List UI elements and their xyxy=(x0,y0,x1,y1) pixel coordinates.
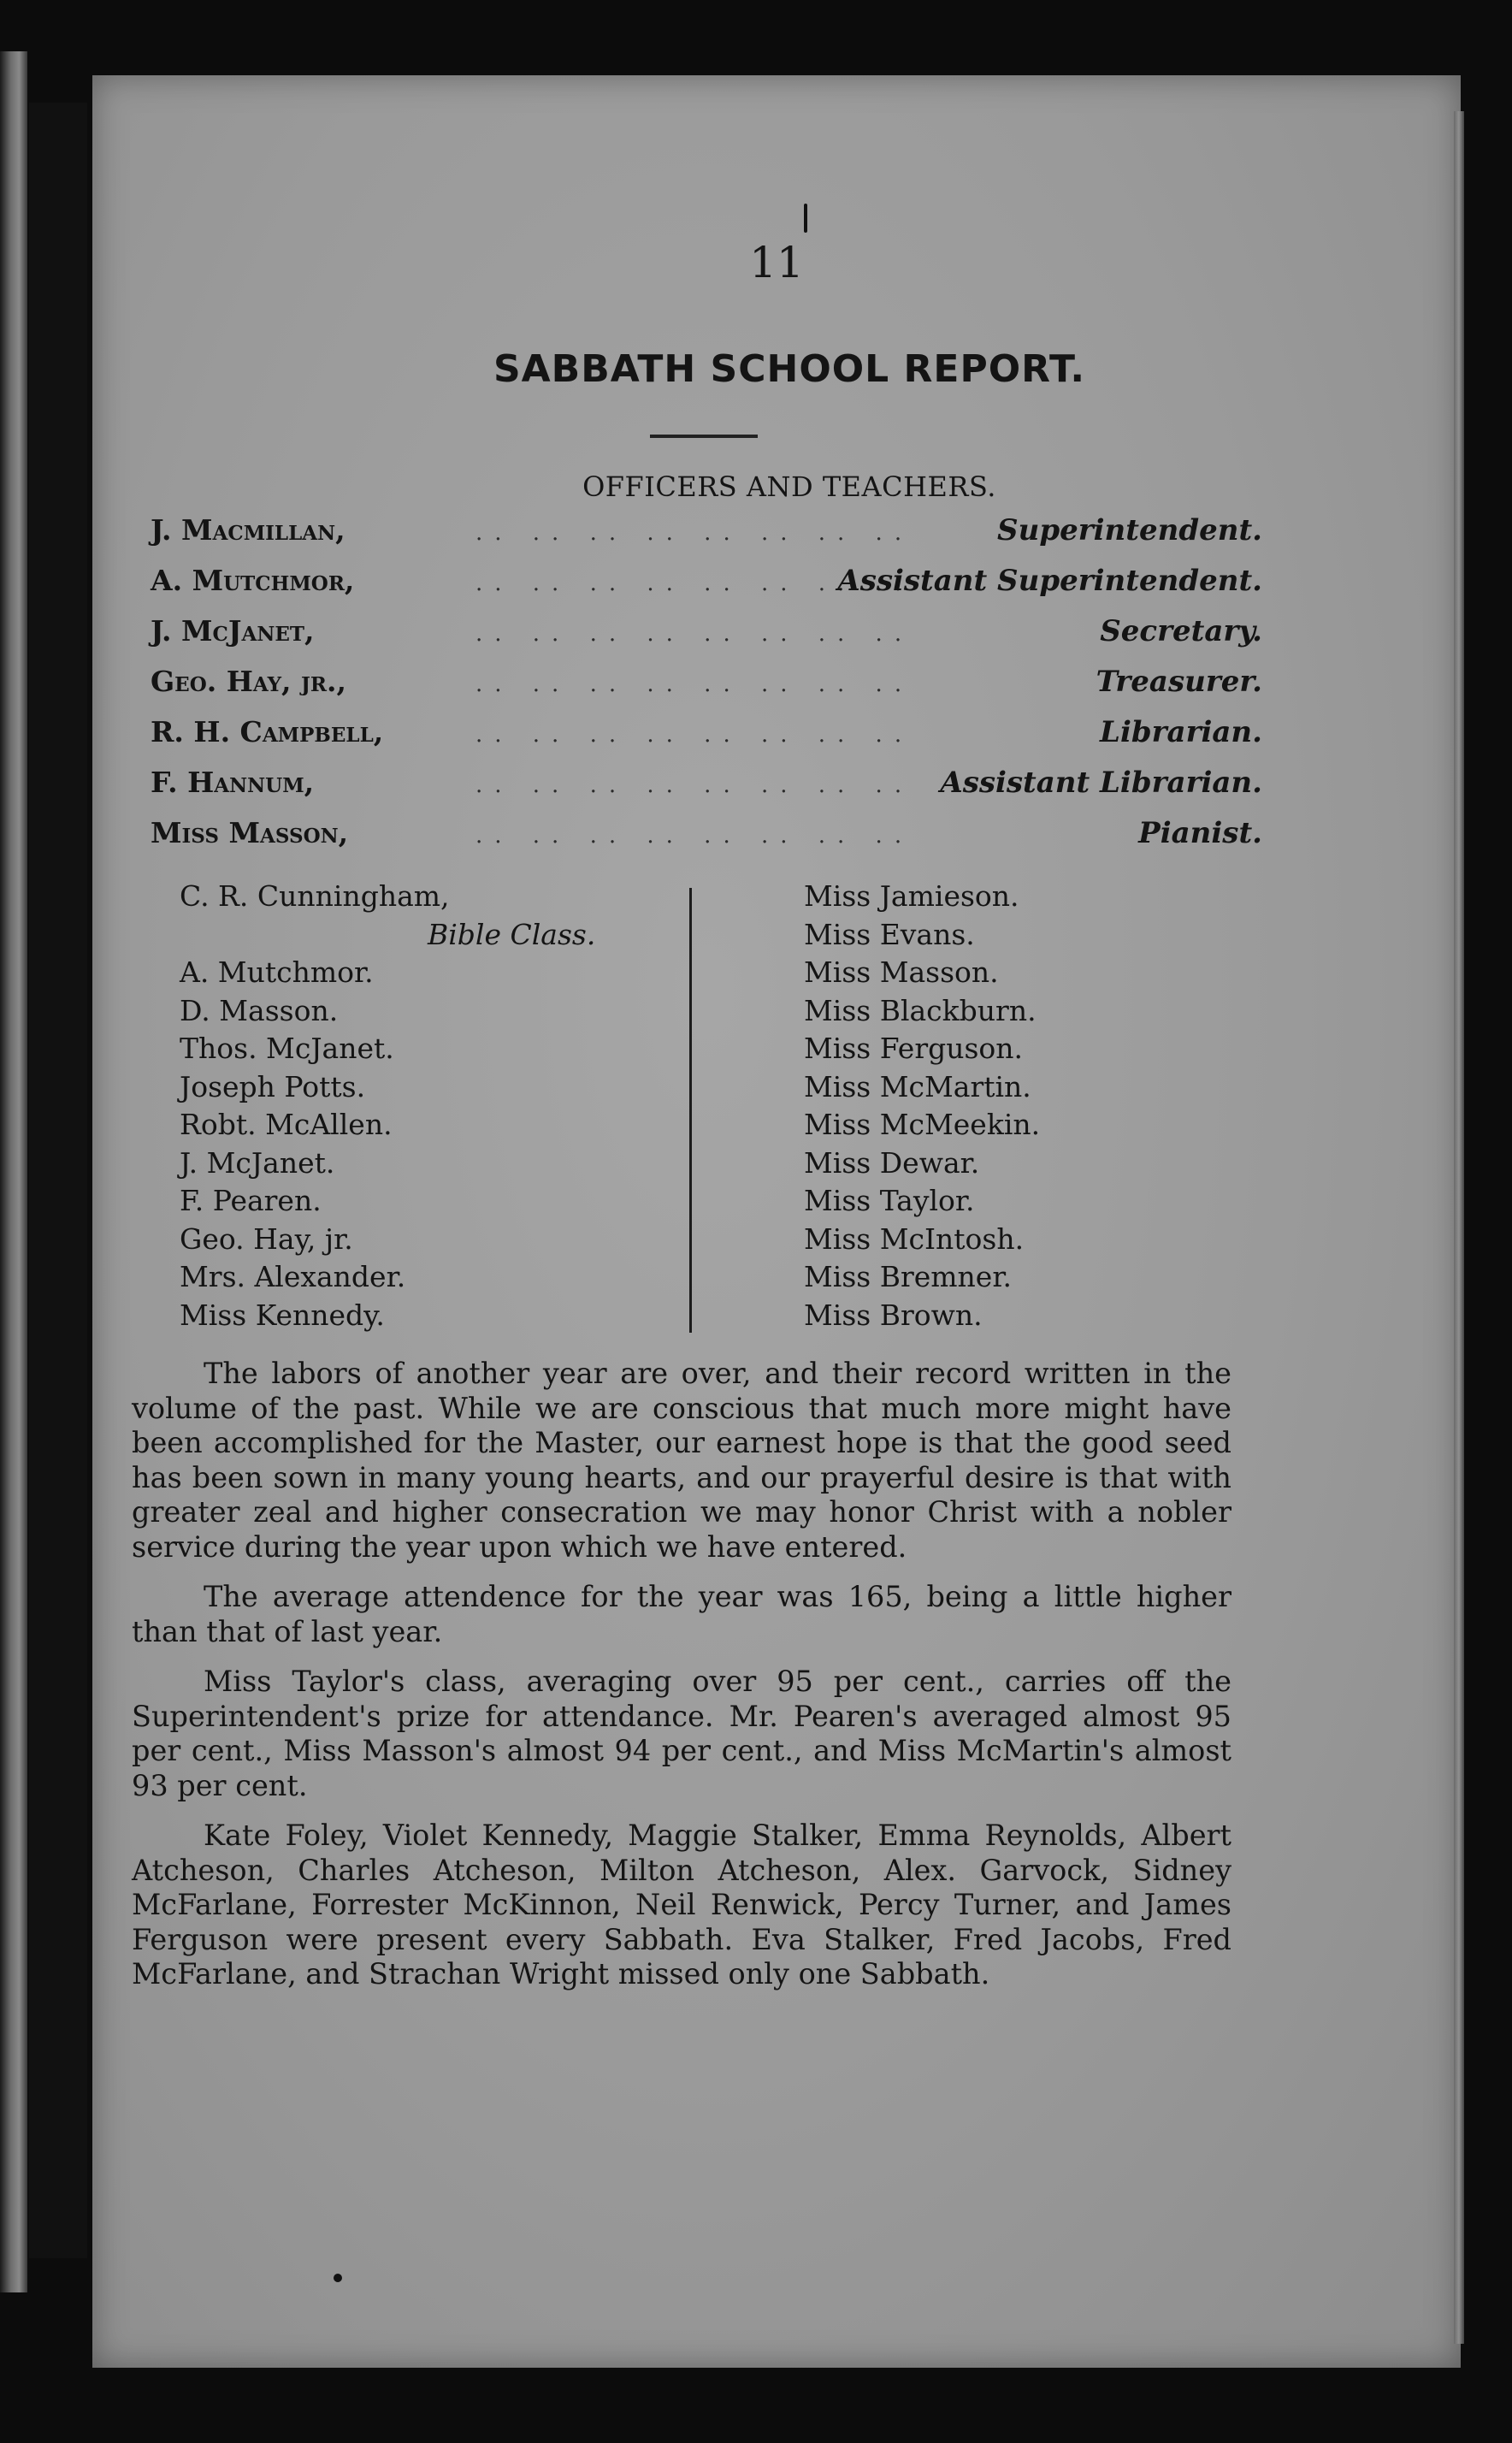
officer-row xyxy=(151,816,1262,867)
officer-row xyxy=(151,766,1262,816)
page-fore-edge xyxy=(1454,111,1464,2344)
report-body xyxy=(132,1357,1231,2008)
teacher-class-note: Bible Class. xyxy=(428,917,596,951)
officer-role: Librarian. xyxy=(1100,715,1262,749)
officer-role: Treasurer. xyxy=(1096,665,1262,699)
officer-name: F. Hannum, xyxy=(151,766,315,799)
officer-role: Assistant Superintendent. xyxy=(837,564,1262,598)
officer-name: Miss Masson, xyxy=(151,816,349,849)
adjacent-page-edge xyxy=(0,51,27,2292)
officer-name: J. McJanet, xyxy=(151,614,315,648)
report-paragraph: The average attendence for the year was 165, being a little higher than that of last year. xyxy=(132,1580,1231,1648)
teacher-name: F. Pearen. xyxy=(180,1184,322,1217)
teacher-name: Thos. McJanet. xyxy=(180,1032,394,1065)
dot-leader: .. .. .. .. .. .. .. .. xyxy=(475,621,914,647)
teacher-name: Geo. Hay, jr. xyxy=(180,1222,353,1256)
teacher-name: Miss Taylor. xyxy=(804,1184,975,1217)
officer-name: Geo. Hay, jr., xyxy=(151,665,346,698)
teacher-name: Miss Dewar. xyxy=(804,1145,980,1180)
teacher-name: Miss Jamieson. xyxy=(804,879,1019,913)
officer-role: Superintendent. xyxy=(997,513,1262,547)
officer-role: Pianist. xyxy=(1138,816,1262,850)
officer-role: Secretary. xyxy=(1100,614,1262,648)
dot-leader: .. .. .. .. .. .. .. .. xyxy=(475,823,914,849)
officer-name: J. Macmillan, xyxy=(151,513,346,547)
ink-speck xyxy=(334,2274,342,2282)
dot-leader: .. .. .. .. .. .. .. .. xyxy=(475,671,914,697)
teacher-name: A. Mutchmor. xyxy=(180,955,374,989)
teacher-name: Mrs. Alexander. xyxy=(180,1260,406,1293)
report-paragraph: The labors of another year are over, and their record written in the volume of the past. While we are conscious that much more might have been accomplished for the Master, our earnest hope is that the good seed has been sown in many young hearts, and our prayerful desire is that with greater zeal and higher consecration we may honor Christ with a nobler service during the year upon which we have entered. xyxy=(132,1357,1231,1564)
teacher-name: Miss Brown. xyxy=(804,1298,983,1332)
teachers-left-column xyxy=(180,878,650,1334)
page-title: SABBATH SCHOOL REPORT. xyxy=(493,347,1086,391)
teacher-name: C. R. Cunningham, xyxy=(180,879,450,913)
officer-row xyxy=(151,665,1262,715)
report-paragraph: Miss Taylor's class, averaging over 95 per cent., carries off the Superintendent's prize for attendance. Mr. Pearen's averaged almost 95 per cent., Miss Masson's almost 94 per cent., and Miss McMartin's almost 93 per cent. xyxy=(132,1665,1231,1802)
officer-row xyxy=(151,614,1262,665)
teacher-name: D. Masson. xyxy=(180,993,339,1027)
dot-leader: .. .. .. .. .. .. .. .. xyxy=(475,722,914,748)
scratch-mark xyxy=(804,204,807,233)
teacher-name: Robt. McAllen. xyxy=(180,1108,393,1141)
teacher-name: Miss McMartin. xyxy=(804,1069,1031,1103)
officer-row xyxy=(151,715,1262,766)
officer-name: R. H. Campbell, xyxy=(151,715,384,748)
teacher-name: Miss Blackburn. xyxy=(804,993,1037,1027)
teacher-name: Joseph Potts. xyxy=(180,1069,366,1103)
teacher-name: Miss Masson. xyxy=(804,955,999,989)
officer-role: Assistant Librarian. xyxy=(940,766,1262,800)
book-page xyxy=(92,75,1461,2368)
teacher-name: Miss Evans. xyxy=(804,917,975,951)
officer-row xyxy=(151,564,1262,614)
binding-shadow xyxy=(29,103,87,2258)
page-number: 11 xyxy=(749,238,804,287)
title-rule xyxy=(650,435,758,438)
teacher-name: Miss McIntosh. xyxy=(804,1222,1025,1256)
teacher-name: Miss Bremner. xyxy=(804,1260,1012,1293)
dot-leader: .. .. .. .. .. .. .. .. xyxy=(475,571,914,596)
report-paragraph: Kate Foley, Violet Kennedy, Maggie Stalker, Emma Reynolds, Albert Atcheson, Charles Atcheson, Milton Atcheson, Alex. Garvock, Sidney McFarlane, Forrester McKinnon, Neil Renwick, Percy Turner, and James Ferguson were present every Sabbath. Eva Stalker, Fred Jacobs, Fred McFarlane, and Strachan Wright missed only one Sabbath. xyxy=(132,1819,1231,1990)
teacher-name: Miss McMeekin. xyxy=(804,1108,1041,1141)
teacher-name: J. McJanet. xyxy=(180,1145,335,1180)
section-heading: OFFICERS AND TEACHERS. xyxy=(582,470,996,503)
officer-row xyxy=(151,513,1262,564)
officers-list xyxy=(151,513,1262,867)
teacher-name: Miss Kennedy. xyxy=(180,1298,385,1332)
dot-leader: .. .. .. .. .. .. .. .. xyxy=(475,520,914,546)
officer-name: A. Mutchmor, xyxy=(151,564,355,597)
teacher-name: Miss Ferguson. xyxy=(804,1032,1024,1065)
teachers-right-column xyxy=(804,878,1231,1334)
column-divider xyxy=(689,888,692,1333)
dot-leader: .. .. .. .. .. .. .. .. xyxy=(475,772,914,798)
